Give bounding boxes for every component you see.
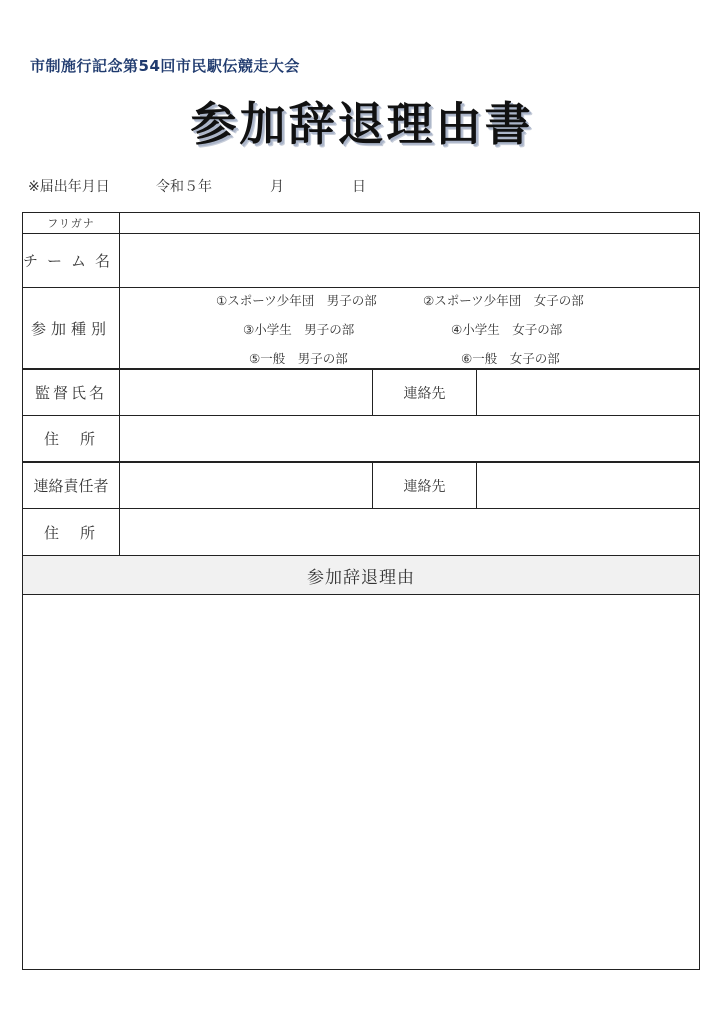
category-option-3[interactable]: ③小学生 男子の部 bbox=[243, 322, 355, 337]
reason-textarea[interactable] bbox=[23, 595, 699, 969]
manager-label: 監督氏名 bbox=[23, 370, 120, 415]
responsible-address-input[interactable] bbox=[120, 509, 699, 555]
category-option-2[interactable]: ②スポーツ少年団 女子の部 bbox=[423, 293, 584, 308]
category-row bbox=[23, 288, 699, 368]
manager-address-input[interactable] bbox=[120, 416, 699, 461]
team-name-row bbox=[23, 234, 699, 287]
withdrawal-form bbox=[22, 212, 700, 970]
category-option-4[interactable]: ④小学生 女子の部 bbox=[451, 322, 563, 337]
responsible-name-input[interactable] bbox=[120, 463, 372, 508]
responsible-address-label: 住 所 bbox=[23, 509, 120, 555]
team-name-label: チーム名 bbox=[23, 234, 120, 287]
date-day: 日 bbox=[352, 179, 366, 195]
manager-address-label: 住 所 bbox=[23, 416, 120, 461]
reason-header: 参加辞退理由 bbox=[23, 556, 699, 594]
page-title: 参加辞退理由書 bbox=[190, 97, 534, 151]
team-name-input[interactable] bbox=[120, 234, 699, 287]
manager-name-input[interactable] bbox=[120, 370, 372, 415]
responsible-row bbox=[23, 463, 699, 508]
manager-address-row bbox=[23, 416, 699, 461]
date-label: ※届出年月日 bbox=[28, 179, 110, 195]
event-subtitle: 市制施行記念第54回市民駅伝競走大会 bbox=[30, 57, 300, 75]
responsible-label: 連絡責任者 bbox=[23, 463, 120, 508]
category-label: 参加種別 bbox=[23, 288, 120, 368]
responsible-contact-label: 連絡先 bbox=[403, 478, 446, 495]
category-option-1[interactable]: ①スポーツ少年団 男子の部 bbox=[216, 293, 377, 308]
date-era: 令和５年 bbox=[156, 179, 212, 195]
manager-contact-input[interactable] bbox=[477, 370, 699, 415]
date-month: 月 bbox=[270, 179, 284, 195]
furigana-input[interactable] bbox=[120, 213, 699, 233]
category-option-5[interactable]: ⑤一般 男子の部 bbox=[249, 351, 348, 366]
category-option-6[interactable]: ⑥一般 女子の部 bbox=[461, 351, 560, 366]
responsible-address-row bbox=[23, 509, 699, 555]
responsible-contact-input[interactable] bbox=[477, 463, 699, 508]
manager-contact-label: 連絡先 bbox=[403, 385, 446, 402]
furigana-row bbox=[23, 213, 699, 233]
furigana-label: フリガナ bbox=[23, 213, 120, 233]
manager-row bbox=[23, 370, 699, 415]
